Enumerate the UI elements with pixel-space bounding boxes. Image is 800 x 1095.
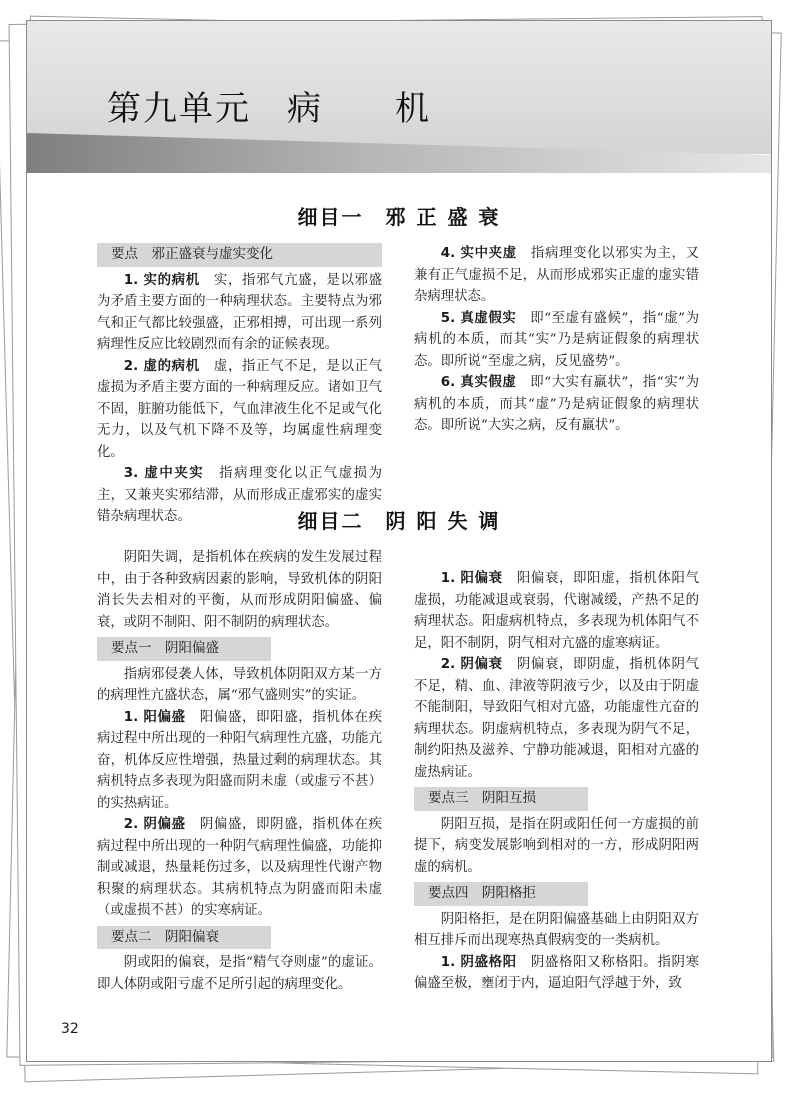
paragraph-true-excess-false-deficiency: 6. 真实假虚 即“大实有羸状”，指“实”为病机的本质，而其“虚”乃是病证假象的病理状态。即所说“大实之病，反有羸状”。 [414,375,699,433]
page-number: 32 [61,1021,79,1037]
paragraph-excess-with-deficiency: 4. 实中夹虚 指病理变化以邪实为主，又兼有正气虚损不足，从而形成邪实正虚的虚实错杂病理状态。 [414,246,699,304]
section-title-2: 细目二 阴 阳 失 调 [297,509,501,533]
book-page [26,20,772,1062]
unit-title: 第九单元 病 机 [107,89,431,129]
paragraph-excess: 1. 实的病机 实，指邪气亢盛，是以邪盛为矛盾主要方面的一种病理状态。主要特点为邪气和正气都比较强盛，正邪相搏，可出现一系列病理性反应比较剧烈而有余的证候表现。 [97,272,382,352]
section2-left-column [97,547,382,995]
intro-paragraph: 阴阳失调，是指机体在疾病的发生发展过程中，由于各种致病因素的影响，导致机体的阴阳消长失去相对的平衡，从而形成阴阳偏盛、偏衰，或阴不制阳、阳不制阴的病理状态。 [97,550,382,630]
paragraph-deficiency: 2. 虚的病机 虚，指正气不足，是以正气虚损为矛盾主要方面的一种病理反应。诸如卫气不固，脏腑功能低下，气血津液生化不足或气化无力，以及气机下降不及等，均属虚性病理变化。 [97,358,382,460]
paragraph-true-deficiency-false-excess: 5. 真虚假实 即“至虚有盛候”，指“虚”为病机的本质，而其“实”乃是病证假象的病理状态。即所说“至虚之病，反见盛势”。 [414,310,699,369]
paragraph-yin-rejecting-yang: 1. 阴盛格阳 阴盛格阳又称格阳。指阴寒偏盛至极，壅闭于内，逼迫阳气浮越于外，致 [414,954,699,991]
paragraph-deficiency-with-excess: 3. 虚中夹实 指病理变化以正气虚损为主，又兼夹实邪结滞，从而形成正虚邪实的虚实错杂病理状态。 [97,466,382,524]
point4-text: 阴阳格拒，是在阴阳偏盛基础上由阴阳双方相互排斥而出现寒热真假病变的一类病机。 [414,911,699,948]
section1-right-column [414,243,699,437]
paragraph-yang-excess: 1. 阳偏盛 阳偏盛，即阳盛，指机体在疾病过程中所出现的一种阳气病理性亢盛，功能亢奋，机体反应性增强，热量过剩的病理状态。其病机特点多表现为阳盛而阴未虚（或虚亏不甚）的实热病证。 [97,709,382,811]
point1-intro: 指病邪侵袭人体，导致机体阴阳双方某一方的病理性亢盛状态，属“邪气盛则实”的实证。 [97,666,382,703]
point3-text: 阴阳互损，是指在阴或阳任何一方虚损的前提下，病变发展影响到相对的一方，形成阴阳两虚的病机。 [414,816,699,875]
point-label: 要点二 阴阳偏衰 [97,926,271,950]
section1-left-column [97,243,382,528]
paragraph-yang-deficiency: 1. 阳偏衰 阳偏衰，即阳虚，指机体阳气虚损，功能减退或衰弱，代谢减缓，产热不足的病理状态。阳虚病机特点，多表现为机体阳气不足，阳不制阴，阴气相对亢盛的虚寒病证。 [414,571,699,651]
paragraph-yin-deficiency: 2. 阴偏衰 阴偏衰，即阴虚，指机体阴气不足，精、血、津液等阴液亏少，以及由于阴虚不能制阳，导致阳气相对亢盛，功能虚性亢奋的病理状态。阴虚病机特点，多表现为阴气不足，制约阳热及滋养、宁静功能减退，阳相对亢盛的虚热病证。 [414,657,699,780]
paragraph-yin-excess: 2. 阴偏盛 阴偏盛，即阴盛，指机体在疾病过程中所出现的一种阴气病理性偏盛，功能抑制或减退，热量耗伤过多，以及病理性代谢产物积聚的病理状态。其病机特点为阴盛而阳未虚（或虚损不甚）的实寒病证。 [97,817,382,918]
point2-intro: 阴或阳的偏衰，是指“精气夺则虚”的虚证。即人体阴或阳亏虚不足所引起的病理变化。 [97,955,382,992]
point-label: 要点四 阴阳格拒 [414,882,588,906]
section2-right-column [414,568,699,995]
point-label: 要点一 阴阳偏盛 [97,637,271,661]
section-title-1: 细目一 邪 正 盛 衰 [297,205,501,229]
point-label: 要点三 阴阳互损 [414,787,588,811]
point-label: 要点 邪正盛衰与虚实变化 [97,243,382,267]
